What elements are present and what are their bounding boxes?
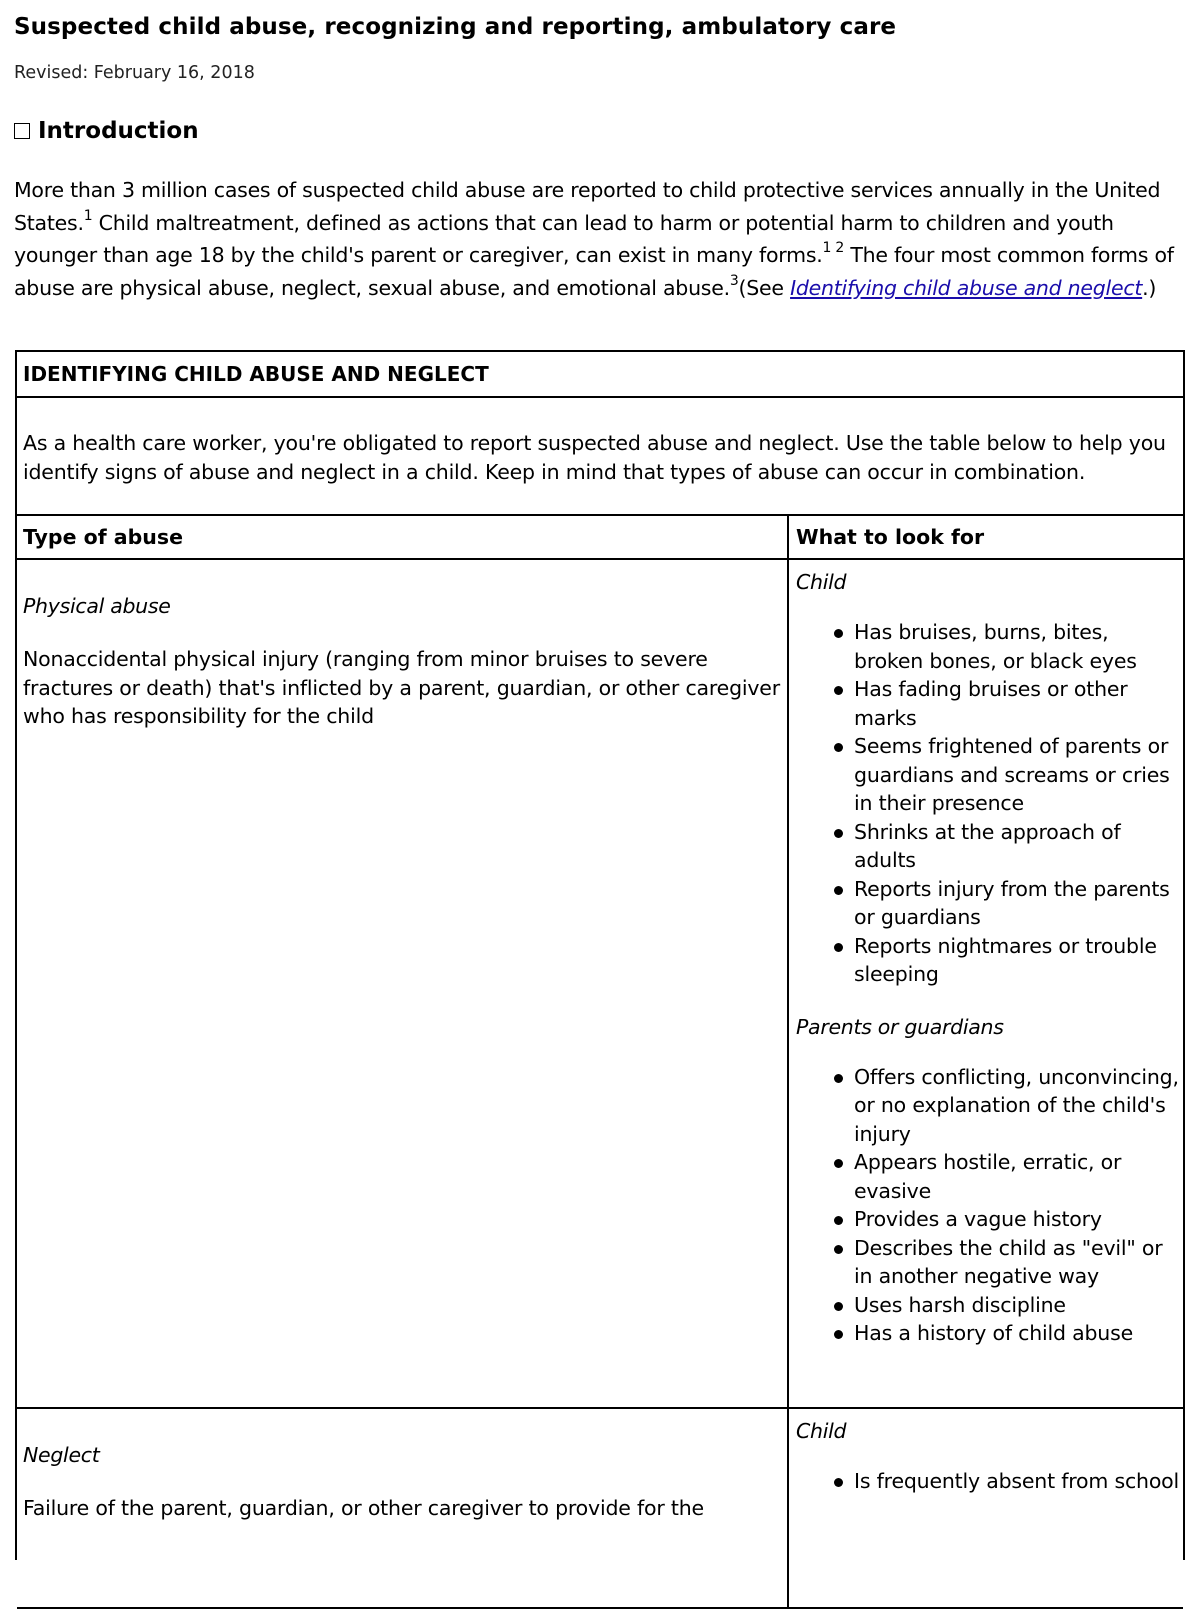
table-row [17,1409,1183,1609]
identifying-abuse-link[interactable]: Identifying child abuse and neglect [790,275,1143,300]
collapse-box-icon[interactable] [14,123,30,139]
revised-date: Revised: February 16, 2018 [14,63,255,83]
intro-text-5: .) [1142,275,1157,300]
section-heading-introduction[interactable] [14,118,199,144]
abuse-type-name: Neglect [23,1443,100,1467]
footnote-ref-1[interactable]: 1 [83,207,93,224]
list-item: Describes the child as "evil" or in another negative way [834,1234,1183,1291]
intro-text-4: (See [738,275,791,300]
footnote-ref-1-2[interactable]: 1 2 [822,240,845,257]
introduction-paragraph [14,174,1186,304]
signs-cell [789,1409,1183,1607]
list-item: Uses harsh discipline [834,1291,1183,1320]
table-header-row [17,516,1183,560]
list-item: Has bruises, burns, bites, broken bones, or black eyes [834,618,1183,675]
page-title: Suspected child abuse, recognizing and reporting, ambulatory care [14,14,897,40]
list-item: Provides a vague history [834,1205,1183,1234]
list-item: Is frequently absent from school [834,1467,1183,1496]
abuse-type-definition: Failure of the parent, guardian, or other caregiver to provide for the [23,1496,704,1520]
list-item: Appears hostile, erratic, or evasive [834,1148,1183,1205]
box-title: IDENTIFYING CHILD ABUSE AND NEGLECT [17,352,1183,398]
column-header-signs: What to look for [796,525,985,549]
abuse-type-definition: Nonaccidental physical injury (ranging from minor bruises to severe fractures or death) that's inflicted by a parent, guardian, or other caregiver who has responsibility for the child [23,647,780,728]
footnote-ref-3[interactable]: 3 [729,272,739,289]
signs-list [796,618,1183,989]
intro-text-1: More than 3 million cases of suspected child abuse are reported to child protective services annually in the United States. [14,178,1161,235]
abuse-type-cell [17,1409,789,1607]
signs-group-heading: Child [796,1419,847,1443]
signs-list [796,1467,1183,1496]
signs-cell [789,560,1183,1407]
list-item: Has fading bruises or other marks [834,675,1183,732]
abuse-type-name: Physical abuse [23,594,171,618]
list-item: Has a history of child abuse [834,1319,1183,1348]
identifying-abuse-box [15,350,1185,1560]
box-description: As a health care worker, you're obligated to report suspected abuse and neglect. Use the table below to help you identify signs of abuse and neglect in a child. Keep in mind that types of abuse can occur in combination. [17,398,1183,516]
abuse-type-cell [17,560,789,1407]
intro-text-2: Child maltreatment, defined as actions that can lead to harm or potential harm to children and youth younger than age 18 by the child's parent or caregiver, can exist in many forms. [14,210,1114,267]
list-item: Seems frightened of parents or guardians and screams or cries in their presence [834,732,1183,818]
column-header-type: Type of abuse [17,516,789,558]
signs-group-heading: Child [796,570,847,594]
signs-list [796,1063,1183,1348]
list-item: Shrinks at the approach of adults [834,818,1183,875]
signs-group-heading: Parents or guardians [796,1014,1004,1039]
list-item: Reports nightmares or trouble sleeping [834,932,1183,989]
list-item: Offers conflicting, unconvincing, or no explanation of the child's injury [834,1063,1183,1149]
intro-text-3: The four most common forms of abuse are physical abuse, neglect, sexual abuse, and emotional abuse. [14,243,1174,300]
table-row [17,560,1183,1409]
section-heading-label: Introduction [38,118,199,144]
list-item: Reports injury from the parents or guardians [834,875,1183,932]
